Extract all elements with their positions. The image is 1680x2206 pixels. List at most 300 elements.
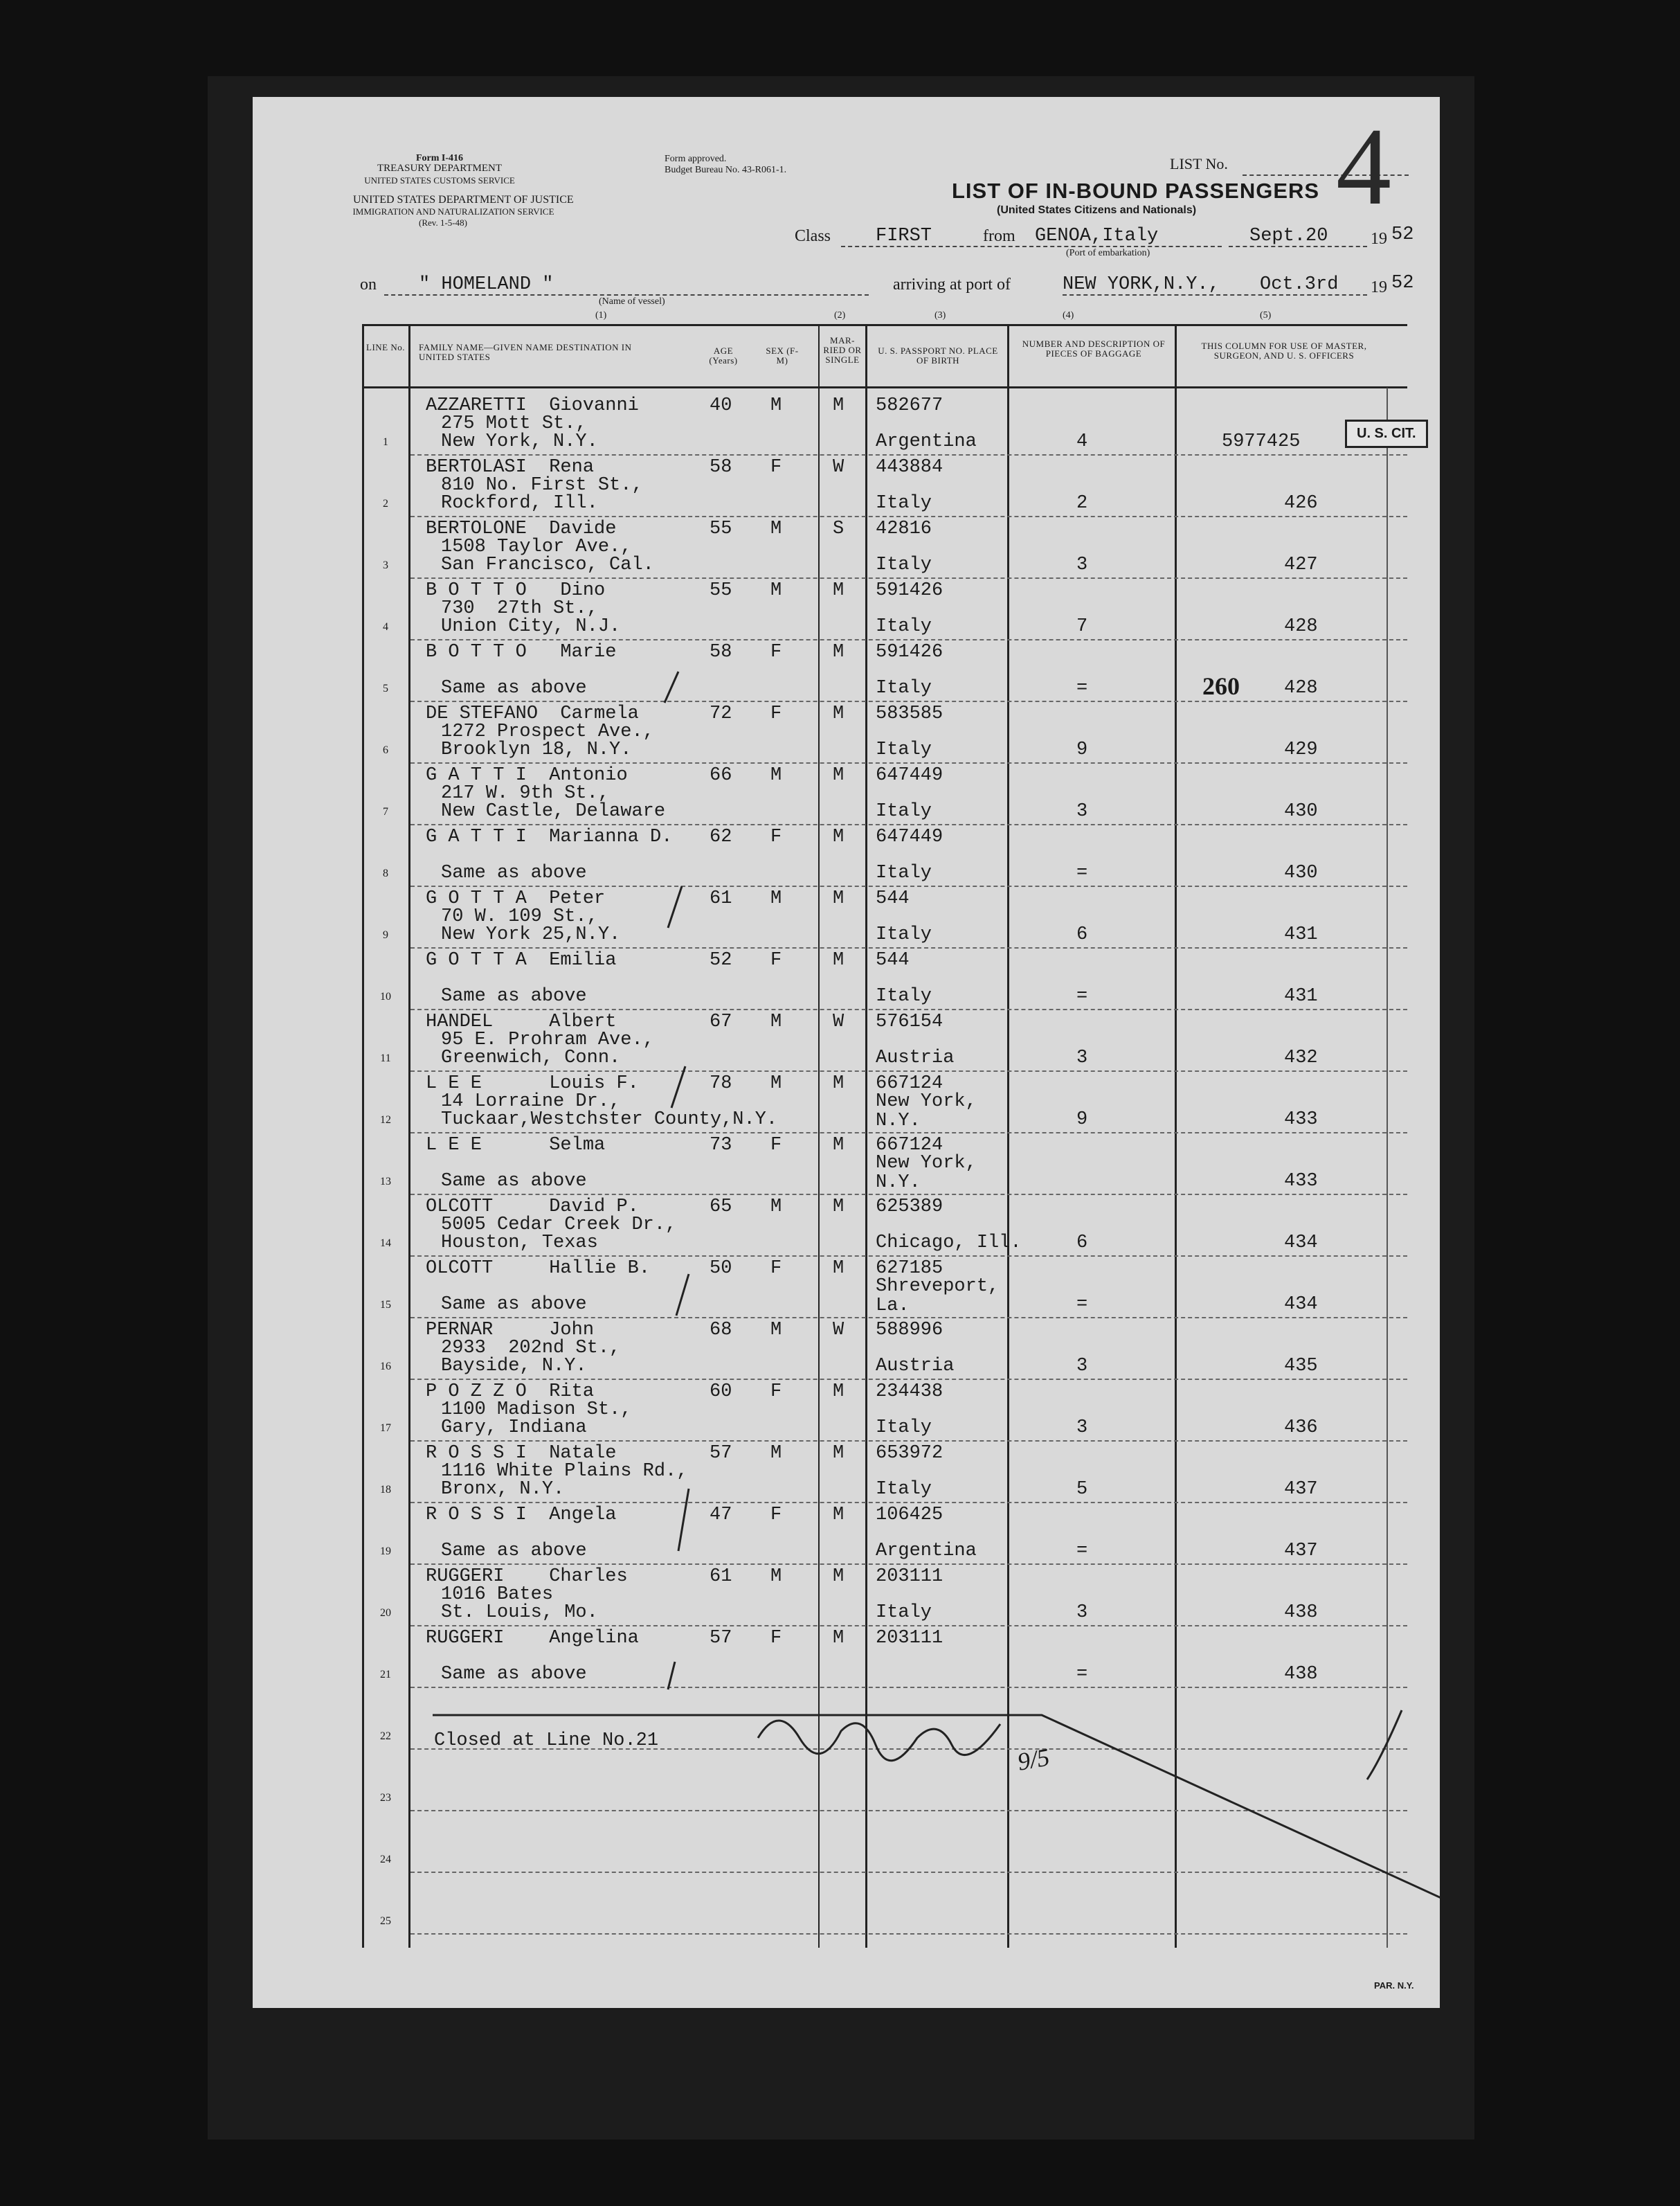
cell-officer: 433 — [1284, 1109, 1318, 1130]
cell-officer: 438 — [1284, 1602, 1318, 1623]
cell-passport: 627185 — [876, 1258, 943, 1279]
arriving-label: arriving at port of — [893, 276, 1011, 294]
cell-sex: F — [770, 950, 782, 971]
row-rule — [410, 1440, 1407, 1442]
revision-date: (Rev. 1-5-48) — [419, 217, 467, 228]
row-rule — [410, 1132, 1407, 1133]
cell-passport: 625389 — [876, 1196, 943, 1217]
col-header-baggage: NUMBER AND DESCRIPTION OF PIECES OF BAGGAGE — [1022, 339, 1166, 359]
cell-birth: Austria — [876, 1048, 955, 1068]
cell-addr2: Bayside, N.Y. — [441, 1356, 587, 1376]
cell-addr2: Greenwich, Conn. — [441, 1048, 621, 1068]
immigration-service: IMMIGRATION AND NATURALIZATION SERVICE — [352, 206, 554, 217]
table-row — [253, 1566, 1440, 1626]
cell-officer: 435 — [1284, 1356, 1318, 1376]
list-number: 4 — [1336, 105, 1391, 228]
cell-sex: M — [770, 765, 782, 786]
cell-sex: F — [770, 1505, 782, 1525]
table-row — [253, 1257, 1440, 1318]
cell-sex: F — [770, 457, 782, 478]
cell-birth: Italy — [876, 616, 932, 637]
line-number: 16 — [380, 1361, 391, 1372]
table-row — [253, 888, 1440, 949]
cell-passport: 544 — [876, 950, 910, 971]
cell-addr1: 1016 Bates — [441, 1584, 554, 1605]
cell-birth: Italy — [876, 1479, 932, 1500]
cell-sex: M — [770, 1443, 782, 1464]
cell-passport: 591426 — [876, 642, 943, 663]
column-number-5: (5) — [1260, 310, 1272, 321]
cell-baggage: 3 — [1076, 801, 1088, 822]
row-rule — [410, 701, 1407, 702]
table-row — [253, 1442, 1440, 1503]
cell-passport: 106425 — [876, 1505, 943, 1525]
cell-baggage: 3 — [1076, 1602, 1088, 1623]
cell-birth: Italy — [876, 739, 932, 760]
cell-addr2: Houston, Texas — [441, 1232, 598, 1253]
line-number: 6 — [383, 744, 388, 756]
cell-addr1: 275 Mott St., — [441, 413, 587, 434]
cell-passport: 583585 — [876, 703, 943, 724]
line-number: 24 — [380, 1854, 391, 1865]
cell-passport: 544 — [876, 888, 910, 909]
cell-officer: 429 — [1284, 739, 1318, 760]
cell-addr2: New Castle, Delaware — [441, 801, 666, 822]
cell-name: P O Z Z O Rita — [426, 1381, 595, 1402]
cell-baggage: 4 — [1076, 431, 1088, 452]
cell-addr1: 730 27th St., — [441, 598, 598, 619]
cell-marital: M — [833, 1566, 844, 1587]
cell-sex: F — [770, 1628, 782, 1649]
line-number: 19 — [380, 1545, 391, 1557]
table-row — [253, 1011, 1440, 1072]
line-number: 4 — [383, 621, 388, 633]
line-number: 11 — [380, 1052, 391, 1064]
line-number: 12 — [380, 1114, 391, 1126]
cell-birth: Italy — [876, 986, 932, 1007]
row-rule — [410, 454, 1407, 456]
table-row — [253, 764, 1440, 825]
cell-addr2: Rockford, Ill. — [441, 493, 598, 514]
port-embarkation-caption: (Port of embarkation) — [1066, 248, 1150, 258]
class-value: FIRST — [876, 226, 932, 246]
treasury-department: TREASURY DEPARTMENT — [377, 163, 503, 174]
cell-name: L E E Selma — [426, 1135, 606, 1156]
cell-passport: 667124 — [876, 1135, 943, 1156]
cell-addr2: Same as above — [441, 1294, 587, 1315]
cell-marital: M — [833, 950, 844, 971]
line-number: 21 — [380, 1669, 391, 1680]
cell-passport: 647449 — [876, 827, 943, 848]
cell-baggage: 5 — [1076, 1479, 1088, 1500]
cell-officer: 437 — [1284, 1479, 1318, 1500]
cell-marital: M — [833, 1628, 844, 1649]
cell-name: R O S S I Angela — [426, 1505, 617, 1525]
cell-passport: 591426 — [876, 580, 943, 601]
cell-baggage: = — [1076, 1664, 1088, 1685]
col-header-passport: U. S. PASSPORT NO. PLACE OF BIRTH — [878, 346, 998, 366]
departure-date: Sept.20 — [1249, 226, 1328, 246]
line-number: 3 — [383, 559, 388, 571]
cell-age: 65 — [710, 1196, 732, 1217]
cell-marital: M — [833, 827, 844, 848]
cell-officer: 433 — [1284, 1171, 1318, 1192]
cell-addr1: 810 No. First St., — [441, 475, 643, 496]
cell-baggage: 2 — [1076, 493, 1088, 514]
cell-addr2: Same as above — [441, 1541, 587, 1561]
empty-table-row — [253, 1750, 1440, 1811]
cell-marital: M — [833, 1196, 844, 1217]
departure-year: 52 — [1391, 224, 1414, 245]
column-number-1: (1) — [595, 310, 607, 321]
row-rule — [410, 516, 1407, 517]
cell-sex: F — [770, 703, 782, 724]
table-row — [253, 949, 1440, 1010]
cell-addr1: 217 W. 9th St., — [441, 783, 610, 804]
cell-name: OLCOTT Hallie B. — [426, 1258, 651, 1279]
table-row — [253, 1381, 1440, 1442]
row-rule — [410, 1625, 1407, 1626]
cell-marital: W — [833, 1012, 844, 1032]
cell-age: 61 — [710, 1566, 732, 1587]
line-number: 14 — [380, 1237, 391, 1249]
cell-addr2: Bronx, N.Y. — [441, 1479, 565, 1500]
cell-passport: 234438 — [876, 1381, 943, 1402]
cell-sex: M — [770, 1196, 782, 1217]
line-number: 7 — [383, 806, 388, 818]
line-number: 20 — [380, 1607, 391, 1619]
cell-marital: M — [833, 1381, 844, 1402]
cell-addr1: 5005 Cedar Creek Dr., — [441, 1214, 677, 1235]
cell-sex: F — [770, 1258, 782, 1279]
line-number: 15 — [380, 1299, 391, 1311]
cell-addr2: Same as above — [441, 863, 587, 884]
cell-sex: F — [770, 1135, 782, 1156]
cell-sex: M — [770, 1566, 782, 1587]
cell-age: 57 — [710, 1628, 732, 1649]
cell-addr2: St. Louis, Mo. — [441, 1602, 598, 1623]
arrival-year: 52 — [1391, 273, 1414, 294]
budget-bureau-number: Budget Bureau No. 43-R061-1. — [665, 165, 787, 175]
form-subtitle: (United States Citizens and Nationals) — [997, 204, 1197, 216]
cell-officer: 434 — [1284, 1294, 1318, 1315]
cell-age: 55 — [710, 519, 732, 539]
row-rule — [410, 1563, 1407, 1565]
row-rule — [410, 1194, 1407, 1195]
cell-name: L E E Louis F. — [426, 1073, 639, 1094]
column-number-2: (2) — [834, 310, 846, 321]
cell-addr1: 70 W. 109 St., — [441, 906, 598, 927]
departure-year-prefix: 19 — [1371, 230, 1387, 248]
cell-sex: F — [770, 827, 782, 848]
row-rule — [410, 886, 1407, 887]
port-of-embarkation: GENOA,Italy — [1035, 226, 1159, 246]
cell-marital: M — [833, 888, 844, 909]
cell-age: 73 — [710, 1135, 732, 1156]
cell-passport: 42816 — [876, 519, 932, 539]
row-rule — [410, 824, 1407, 825]
cell-sex: F — [770, 642, 782, 663]
table-row — [253, 456, 1440, 517]
cell-baggage: 3 — [1076, 1356, 1088, 1376]
cell-marital: W — [833, 457, 844, 478]
cell-age: 47 — [710, 1505, 732, 1525]
empty-table-row — [253, 1874, 1440, 1935]
row-rule — [410, 1009, 1407, 1010]
cell-name: BERTOLONE Davide — [426, 519, 617, 539]
cell-birth: Italy — [876, 493, 932, 514]
cell-addr2: Union City, N.J. — [441, 616, 621, 637]
cell-baggage: = — [1076, 1541, 1088, 1561]
cell-name: OLCOTT David P. — [426, 1196, 639, 1217]
cell-baggage: 9 — [1076, 1109, 1088, 1130]
arrival-year-prefix: 19 — [1371, 278, 1387, 296]
vessel-name: " HOMELAND " — [419, 274, 554, 295]
cell-baggage: 7 — [1076, 616, 1088, 637]
cell-age: 57 — [710, 1443, 732, 1464]
cell-marital: M — [833, 1505, 844, 1525]
cell-marital: M — [833, 1443, 844, 1464]
cell-birth: Italy — [876, 924, 932, 945]
cell-addr2: Same as above — [441, 1171, 587, 1192]
line-number: 8 — [383, 868, 388, 879]
handwritten-260: 260 — [1202, 672, 1240, 700]
passenger-manifest-page — [253, 97, 1440, 2008]
cell-passport: 588996 — [876, 1320, 943, 1340]
cell-addr1: 14 Lorraine Dr., — [441, 1091, 621, 1112]
cell-age: 72 — [710, 703, 732, 724]
cell-age: 78 — [710, 1073, 732, 1094]
cell-officer: 436 — [1284, 1417, 1318, 1438]
cell-marital: W — [833, 1320, 844, 1340]
cell-addr1: 1116 White Plains Rd., — [441, 1461, 688, 1482]
form-title: LIST OF IN-BOUND PASSENGERS — [952, 179, 1320, 203]
cell-passport: 203111 — [876, 1628, 943, 1649]
cell-sex: F — [770, 1381, 782, 1402]
cell-officer: 430 — [1284, 863, 1318, 884]
table-top-rule — [362, 324, 1407, 326]
handwritten-note: 9/5 — [1015, 1743, 1052, 1776]
cell-name: HANDEL Albert — [426, 1012, 617, 1032]
row-rule — [410, 639, 1407, 640]
row-rule — [410, 1379, 1407, 1380]
cell-baggage: 3 — [1076, 1048, 1088, 1068]
cell-baggage: 9 — [1076, 739, 1088, 760]
cell-baggage: = — [1076, 1294, 1088, 1315]
row-rule — [410, 762, 1407, 764]
cell-marital: M — [833, 765, 844, 786]
cell-sex: M — [770, 580, 782, 601]
table-row — [253, 826, 1440, 887]
line-number: 2 — [383, 498, 388, 510]
cell-marital: M — [833, 1135, 844, 1156]
cell-age: 58 — [710, 642, 732, 663]
line-number: 25 — [380, 1915, 391, 1927]
cell-marital: M — [833, 1258, 844, 1279]
cell-officer: 437 — [1284, 1541, 1318, 1561]
cell-addr1: 1100 Madison St., — [441, 1399, 632, 1420]
cell-addr2: Same as above — [441, 1664, 587, 1685]
cell-baggage: 6 — [1076, 1232, 1088, 1253]
table-row — [253, 580, 1440, 640]
column-number-3: (3) — [934, 310, 946, 321]
col-header-married: MAR-RIED OR SINGLE — [823, 335, 862, 365]
row-rule — [410, 1933, 1407, 1935]
cell-marital: S — [833, 519, 844, 539]
cell-name: PERNAR John — [426, 1320, 595, 1340]
line-number: 22 — [380, 1730, 391, 1742]
department-of-justice: UNITED STATES DEPARTMENT OF JUSTICE — [353, 194, 574, 206]
cell-birth: Italy — [876, 1602, 932, 1623]
cell-birth: New York, N.Y. — [876, 1091, 977, 1131]
form-approved: Form approved. — [665, 154, 727, 164]
cell-birth: Italy — [876, 863, 932, 884]
cell-officer: 434 — [1284, 1232, 1318, 1253]
cell-officer: 431 — [1284, 924, 1318, 945]
cell-name: AZZARETTI Giovanni — [426, 395, 639, 416]
cell-baggage: = — [1076, 986, 1088, 1007]
customs-service: UNITED STATES CUSTOMS SERVICE — [364, 175, 515, 186]
cell-addr2: Tuckaar,Westchster County,N.Y. — [441, 1109, 778, 1130]
row-rule — [410, 1810, 1407, 1811]
cell-birth: Argentina — [876, 1541, 977, 1561]
column-number-4: (4) — [1063, 310, 1074, 321]
cell-name: BERTOLASI Rena — [426, 457, 595, 478]
line-number: 9 — [383, 929, 388, 941]
row-rule — [410, 947, 1407, 949]
cell-passport: 667124 — [876, 1073, 943, 1094]
cell-birth: Italy — [876, 678, 932, 699]
on-label: on — [360, 276, 377, 294]
row-rule — [410, 1255, 1407, 1257]
cell-name: RUGGERI Charles — [426, 1566, 628, 1587]
col-header-sex: SEX (F-M) — [766, 346, 799, 366]
table-row — [253, 518, 1440, 579]
cell-name: G O T T A Peter — [426, 888, 606, 909]
cell-officer: 426 — [1284, 493, 1318, 514]
cell-officer: 428 — [1284, 616, 1318, 637]
cell-passport: 576154 — [876, 1012, 943, 1032]
line-number: 5 — [383, 683, 388, 694]
table-row — [253, 1196, 1440, 1257]
cell-sex: M — [770, 395, 782, 416]
cell-age: 62 — [710, 827, 732, 848]
cell-age: 66 — [710, 765, 732, 786]
row-rule — [410, 1070, 1407, 1072]
cell-age: 68 — [710, 1320, 732, 1340]
cell-age: 55 — [710, 580, 732, 601]
cell-age: 61 — [710, 888, 732, 909]
cell-passport: 582677 — [876, 395, 943, 416]
cell-baggage: 3 — [1076, 1417, 1088, 1438]
cell-baggage: 3 — [1076, 555, 1088, 575]
cell-passport: 647449 — [876, 765, 943, 786]
cell-addr1: 1272 Prospect Ave., — [441, 721, 654, 742]
cell-name: DE STEFANO Carmela — [426, 703, 639, 724]
line-number: 23 — [380, 1792, 391, 1804]
cell-name: B O T T O Marie — [426, 642, 617, 663]
line-number: 18 — [380, 1484, 391, 1496]
table-row — [253, 395, 1440, 456]
cell-baggage: = — [1076, 678, 1088, 699]
cell-officer: 428 — [1284, 678, 1318, 699]
cell-marital: M — [833, 395, 844, 416]
row-rule — [410, 1317, 1407, 1318]
cell-age: 52 — [710, 950, 732, 971]
cell-marital: M — [833, 642, 844, 663]
table-row — [253, 1073, 1440, 1133]
cell-sex: M — [770, 888, 782, 909]
cell-name: G A T T I Antonio — [426, 765, 628, 786]
line-number: 1 — [383, 436, 388, 448]
empty-table-row — [253, 1812, 1440, 1873]
cell-addr2: New York 25,N.Y. — [441, 924, 621, 945]
row-rule — [410, 1502, 1407, 1503]
cell-age: 60 — [710, 1381, 732, 1402]
cell-addr1: 1508 Taylor Ave., — [441, 537, 632, 557]
cell-passport: 443884 — [876, 457, 943, 478]
row-rule — [410, 577, 1407, 579]
row-rule — [410, 1687, 1407, 1688]
cell-name: G O T T A Emilia — [426, 950, 617, 971]
col-header-name: FAMILY NAME—GIVEN NAME DESTINATION IN UNITED STATES — [419, 342, 632, 362]
table-row — [253, 641, 1440, 702]
cell-birth: Italy — [876, 801, 932, 822]
form-number: Form I-416 — [415, 153, 464, 163]
table-row — [253, 1319, 1440, 1380]
cell-passport: 653972 — [876, 1443, 943, 1464]
list-no-label: LIST No. — [1170, 155, 1228, 172]
table-row — [253, 703, 1440, 764]
cell-birth: Italy — [876, 1417, 932, 1438]
empty-table-row — [253, 1689, 1440, 1750]
from-label: from — [983, 227, 1015, 245]
cell-officer: 438 — [1284, 1664, 1318, 1685]
cell-birth: Chicago, Ill. — [876, 1232, 1022, 1253]
cell-sex: M — [770, 1320, 782, 1340]
cell-passport: 203111 — [876, 1566, 943, 1587]
arrival-port: NEW YORK,N.Y., — [1063, 274, 1220, 295]
cell-birth: Austria — [876, 1356, 955, 1376]
cell-sex: M — [770, 1073, 782, 1094]
cell-marital: M — [833, 1073, 844, 1094]
line-number: 17 — [380, 1422, 391, 1434]
col-header-officers: THIS COLUMN FOR USE OF MASTER, SURGEON, AND U. S. OFFICERS — [1201, 341, 1367, 361]
arrival-date: Oct.3rd — [1260, 274, 1339, 295]
cell-addr2: Same as above — [441, 986, 587, 1007]
cell-addr2: New York, N.Y. — [441, 431, 598, 452]
cell-name: R O S S I Natale — [426, 1443, 617, 1464]
cell-officer: 5977425 — [1222, 431, 1301, 452]
line-number: 10 — [380, 991, 391, 1003]
cell-sex: M — [770, 1012, 782, 1032]
cell-baggage: = — [1076, 863, 1088, 884]
cell-officer: 427 — [1284, 555, 1318, 575]
cell-birth: New York, N.Y. — [876, 1153, 977, 1193]
cell-birth: Italy — [876, 555, 932, 575]
cell-officer: 431 — [1284, 986, 1318, 1007]
cell-baggage: 6 — [1076, 924, 1088, 945]
col-header-line-no: LINE No. — [366, 342, 405, 352]
cell-addr1: 2933 202nd St., — [441, 1338, 621, 1358]
cell-birth: Argentina — [876, 431, 977, 452]
cell-addr2: Gary, Indiana — [441, 1417, 587, 1438]
cell-age: 40 — [710, 395, 732, 416]
class-label: Class — [795, 227, 831, 245]
line-number: 13 — [380, 1176, 391, 1187]
table-row — [253, 1627, 1440, 1688]
header-bottom-rule — [362, 386, 1407, 388]
